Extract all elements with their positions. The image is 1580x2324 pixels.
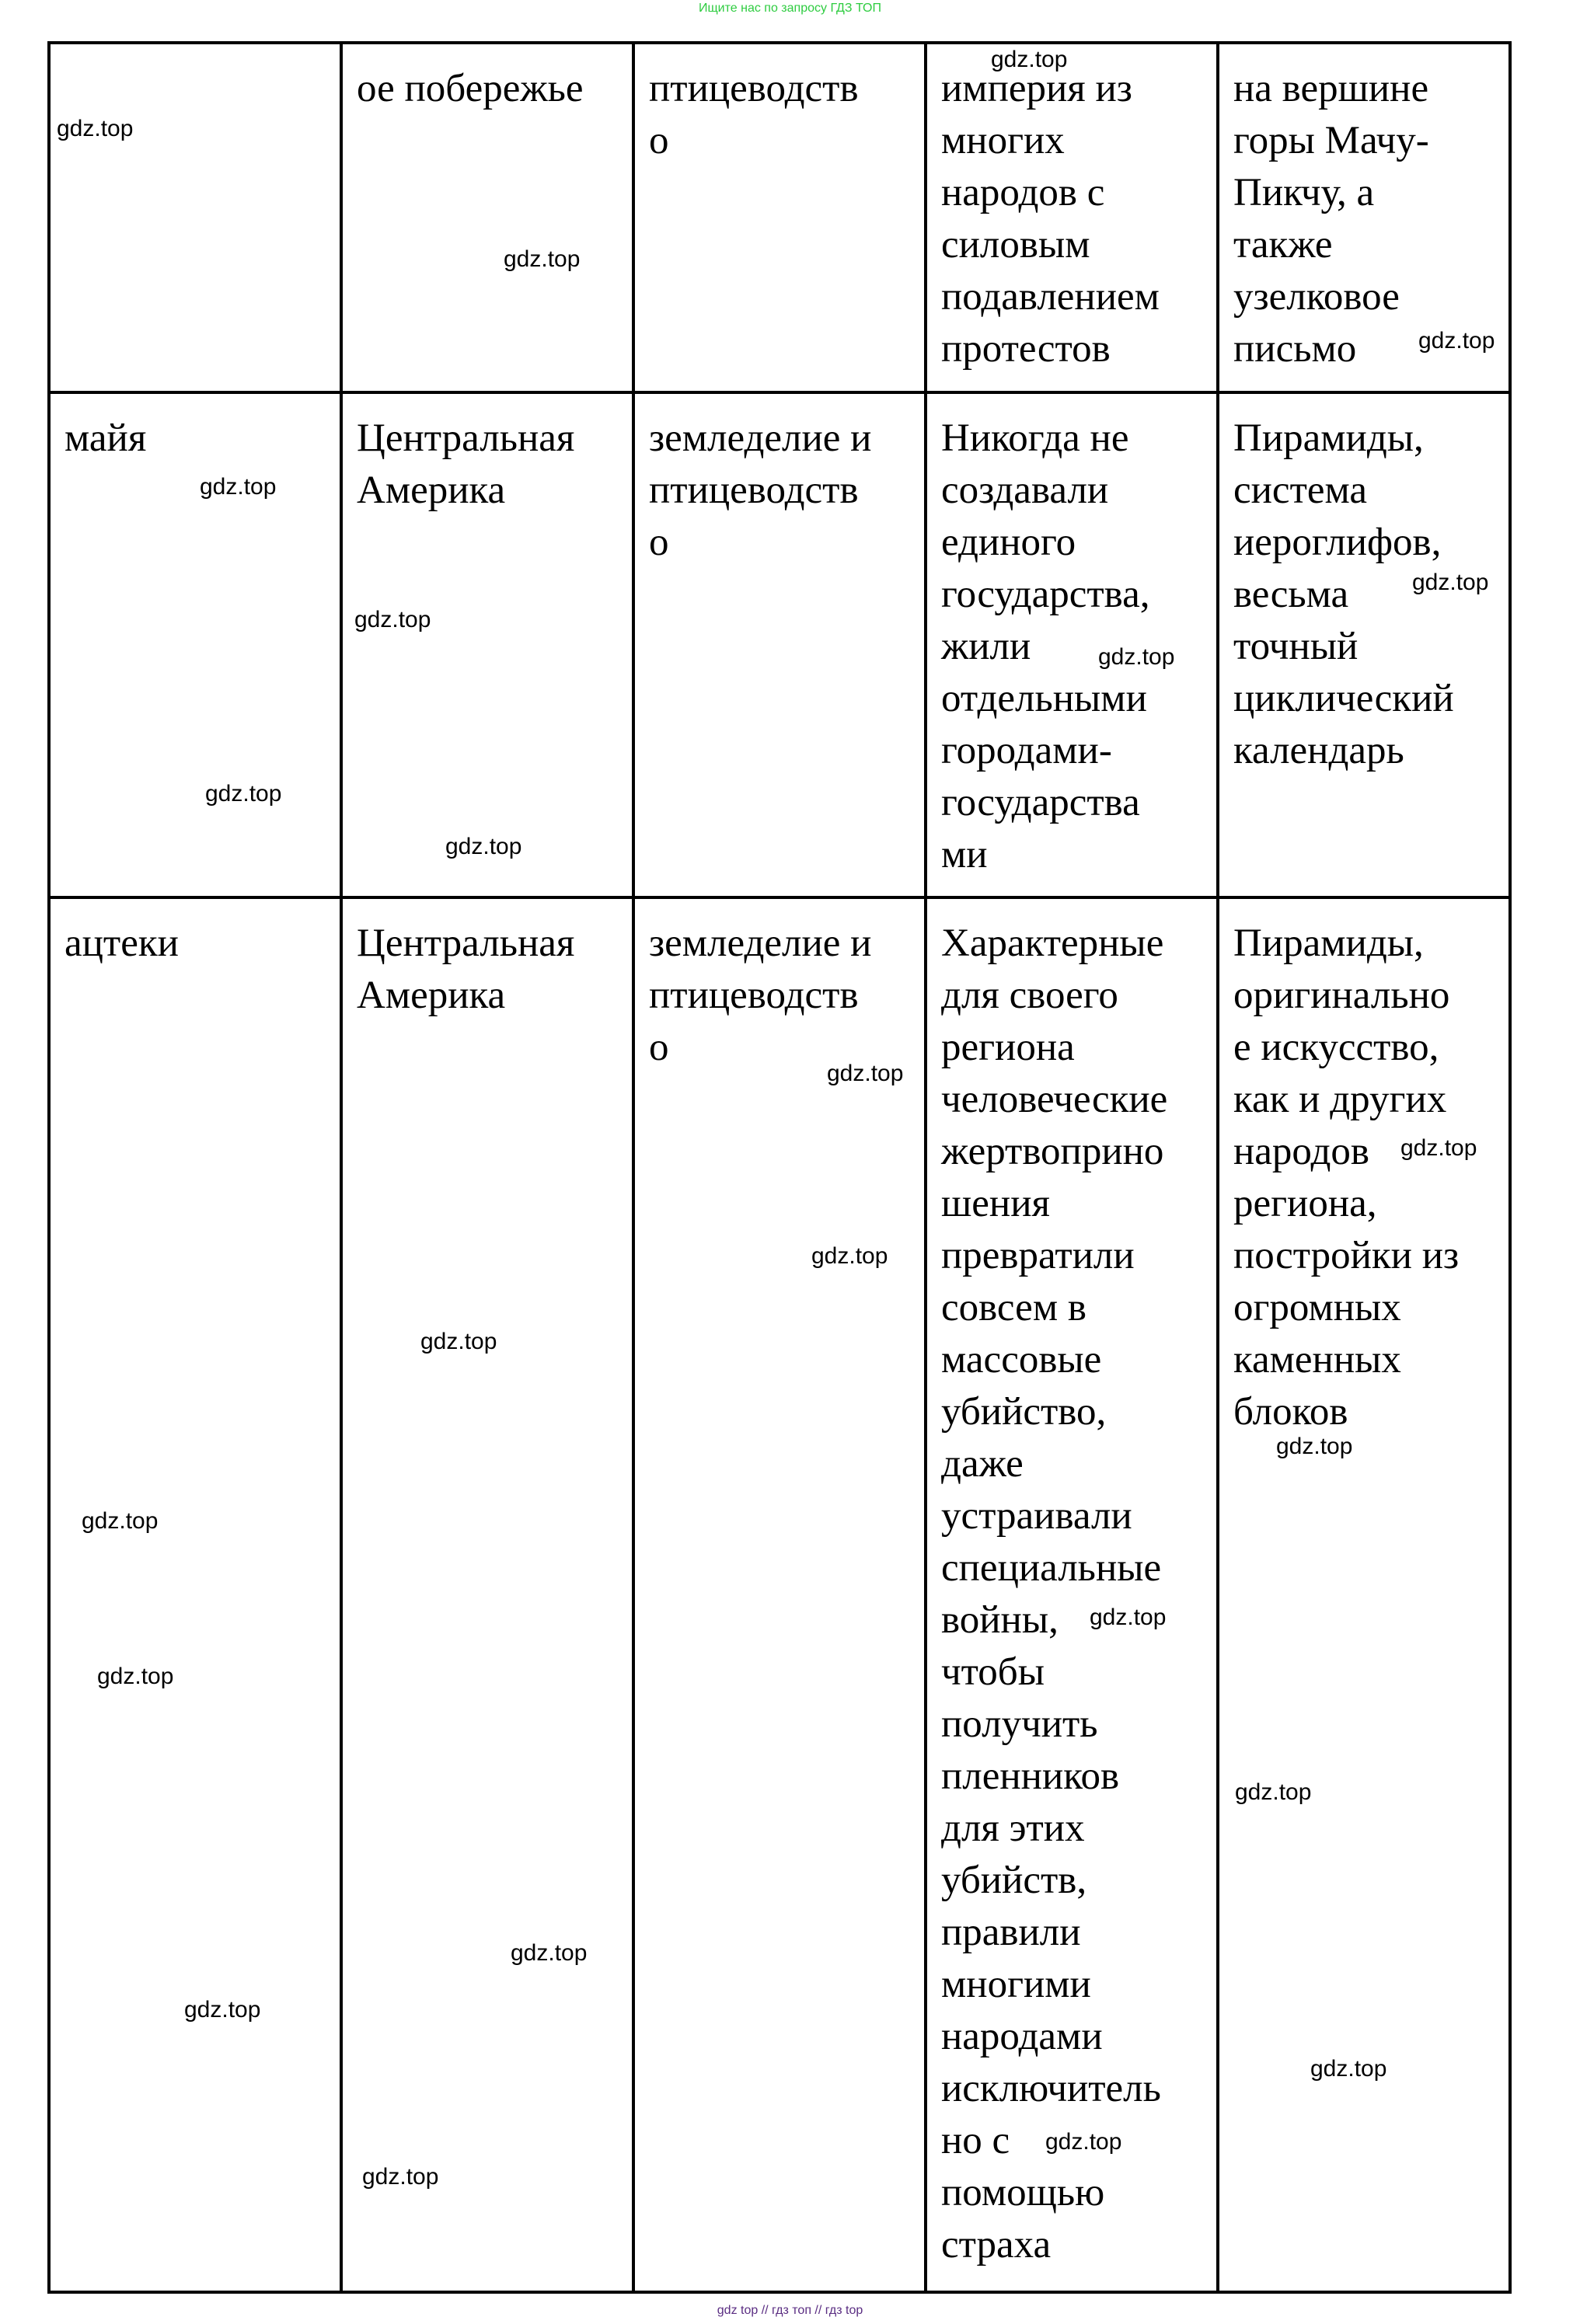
watermark: gdz.top: [1418, 328, 1495, 354]
answer-table: [47, 41, 1512, 2294]
watermark: gdz.top: [811, 1243, 888, 1269]
watermark: gdz.top: [991, 47, 1068, 72]
watermark: gdz.top: [354, 607, 431, 632]
watermark: gdz.top: [420, 1329, 497, 1354]
cell-people: ацтеки: [49, 897, 341, 2292]
watermark: gdz.top: [1400, 1135, 1477, 1161]
cell-occupation: птицеводств о: [633, 43, 926, 392]
watermark: gdz.top: [1045, 2129, 1122, 2155]
table-row: [49, 43, 1510, 392]
watermark: gdz.top: [1098, 644, 1175, 670]
watermark: gdz.top: [504, 246, 581, 272]
cell-occupation: земледелие и птицеводств о: [633, 897, 926, 2292]
table-row: [49, 392, 1510, 897]
cell-territory: Центральная Америка: [341, 897, 633, 2292]
watermark: gdz.top: [1310, 2056, 1387, 2082]
watermark: gdz.top: [1276, 1434, 1353, 1459]
watermark: gdz.top: [827, 1061, 904, 1086]
cell-occupation: земледелие и птицеводств о: [633, 392, 926, 897]
watermark: gdz.top: [445, 834, 522, 859]
cell-achievements: Пирамиды, система иероглифов, весьма точный циклический календарь: [1218, 392, 1510, 897]
watermark: gdz.top: [1090, 1605, 1167, 1630]
cell-people: [49, 43, 341, 392]
watermark: gdz.top: [200, 474, 277, 500]
table-row: [49, 897, 1510, 2292]
cell-people: майя: [49, 392, 341, 897]
cell-achievements: на вершине горы Мачу- Пикчу, а также узелковое письмо: [1218, 43, 1510, 392]
watermark: gdz.top: [511, 1940, 588, 1966]
watermark: gdz.top: [1235, 1779, 1312, 1805]
watermark: gdz.top: [82, 1508, 159, 1534]
watermark: gdz.top: [97, 1664, 174, 1689]
cell-features: Никогда не создавали единого государства, жили отдельными городами- государства ми: [926, 392, 1218, 897]
watermark: gdz.top: [1412, 570, 1489, 595]
watermark: gdz.top: [205, 781, 282, 807]
watermark: gdz.top: [362, 2164, 439, 2190]
cell-features: Характерные для своего региона человеческие жертвоприно шения превратили совсем в массовые убийство, даже устраивали специальные войны, чтобы получить пленников для этих убийств, правили многими народами исключитель но с помощью страха: [926, 897, 1218, 2292]
cell-territory: ое побережье: [341, 43, 633, 392]
cell-features: империя из многих народов с силовым подавлением протестов: [926, 43, 1218, 392]
footer-links: gdz top // гдз топ // гдз top: [717, 2304, 863, 2317]
cell-achievements: Пирамиды, оригинально е искусство, как и других народов региона, постройки из огромных каменных блоков: [1218, 897, 1510, 2292]
top-banner: Ищите нас по запросу ГДЗ ТОП: [699, 2, 881, 15]
watermark: gdz.top: [57, 116, 134, 141]
cell-territory: Центральная Америка: [341, 392, 633, 897]
watermark: gdz.top: [184, 1997, 261, 2023]
